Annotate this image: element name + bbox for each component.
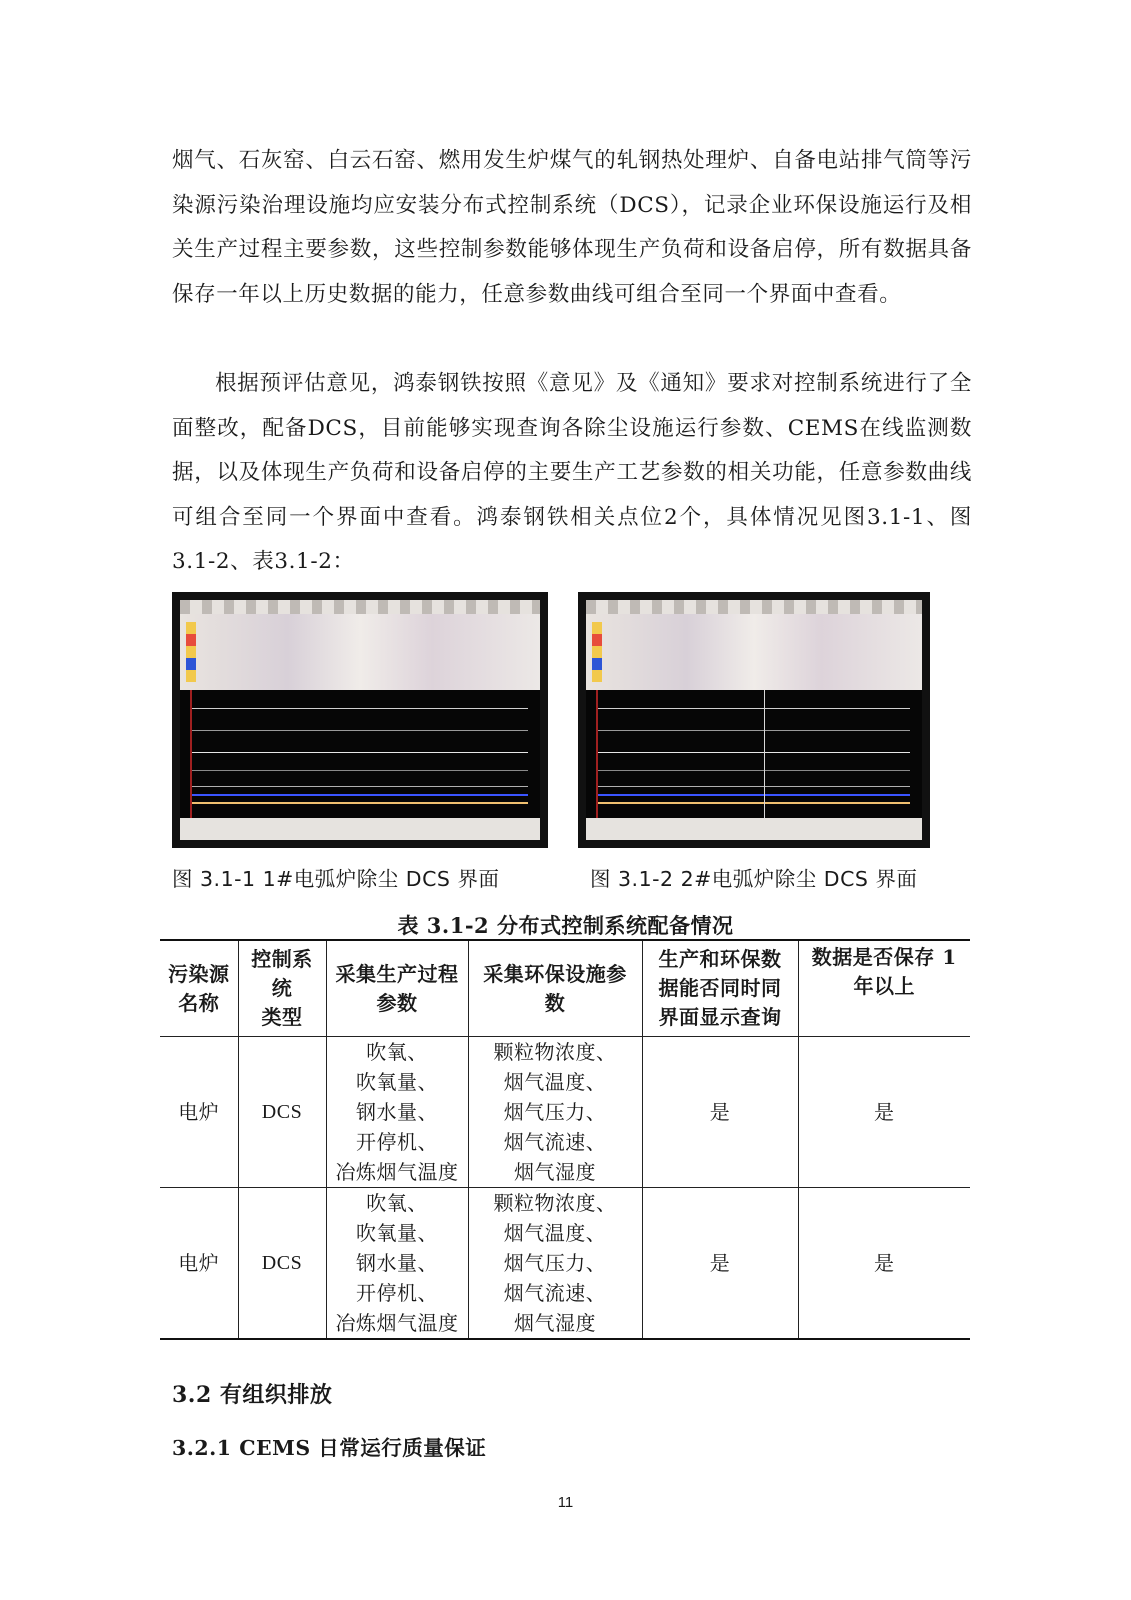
paragraph-1: 烟气、石灰窑、白云石窑、燃用发生炉煤气的轧钢热处理炉、自备电站排气筒等污染源污染治理设施均应安装分布式控制系统（DCS），记录企业环保设施运行及相关生产过程主要参数，这些控制参数能够体现生产负荷和设备启停，所有数据具备保存一年以上历史数据的能力，任意参数曲线可组合至同一个界面中查看。 [172, 148, 972, 307]
dcs-screen-footer [586, 818, 922, 840]
cell-keep-year: 是 [798, 1188, 970, 1340]
figure-2-photo [578, 592, 930, 848]
cell-same-view: 是 [642, 1037, 798, 1188]
table-header-row [160, 940, 970, 1037]
header-system: 控制系 统 类型 [238, 940, 326, 1037]
cell-process: 吹氧、 吹氧量、 钢水量、 开停机、 冶炼烟气温度 [326, 1188, 468, 1340]
paragraph-2: 根据预评估意见，鸿泰钢铁按照《意见》及《通知》要求对控制系统进行了全面整改，配备DCS，目前能够实现查询各除尘设施运行参数、CEMS在线监测数据，以及体现生产负荷和设备启停的主要生产工艺参数的相关功能，任意参数曲线可组合至同一个界面中查看。鸿泰钢铁相关点位2个，具体情况见图3.1-1、图3.1-2、表3.1-2： [172, 371, 972, 575]
figure-1-photo [172, 592, 548, 848]
page-number: 11 [557, 1494, 574, 1511]
cell-system: DCS [238, 1188, 326, 1340]
table-title: 表 3.1-2 分布式控制系统配备情况 [397, 913, 734, 938]
header-same-view: 生产和环保数 据能否同时同 界面显示查询 [642, 940, 798, 1037]
section-heading: 3.2 有组织排放 [172, 1382, 333, 1408]
dcs-table [160, 939, 970, 1340]
table-row [160, 1188, 970, 1340]
cell-env: 颗粒物浓度、 烟气温度、 烟气压力、 烟气流速、 烟气湿度 [468, 1037, 642, 1188]
table-row [160, 1037, 970, 1188]
dcs-trend-plot [180, 690, 540, 818]
dcs-screen-header [180, 600, 540, 690]
cell-env: 颗粒物浓度、 烟气温度、 烟气压力、 烟气流速、 烟气湿度 [468, 1188, 642, 1340]
cell-same-view: 是 [642, 1188, 798, 1340]
cell-process: 吹氧、 吹氧量、 钢水量、 开停机、 冶炼烟气温度 [326, 1037, 468, 1188]
header-env: 采集环保设施参 数 [468, 940, 642, 1037]
cell-source: 电炉 [160, 1037, 238, 1188]
subsection-heading: 3.2.1 CEMS 日常运行质量保证 [172, 1436, 487, 1460]
header-source: 污染源 名称 [160, 940, 238, 1037]
header-process: 采集生产过程 参数 [326, 940, 468, 1037]
cell-system: DCS [238, 1037, 326, 1188]
cell-source: 电炉 [160, 1188, 238, 1340]
dcs-screen-footer [180, 818, 540, 840]
dcs-screen-header [586, 600, 922, 690]
figure-1-caption: 图 3.1-1 1#电弧炉除尘 DCS 界面 [172, 867, 500, 891]
header-keep-year: 数据是否保存 1 年以上 [798, 940, 970, 1037]
figure-2-caption: 图 3.1-2 2#电弧炉除尘 DCS 界面 [590, 867, 918, 891]
dcs-trend-plot [586, 690, 922, 818]
cell-keep-year: 是 [798, 1037, 970, 1188]
